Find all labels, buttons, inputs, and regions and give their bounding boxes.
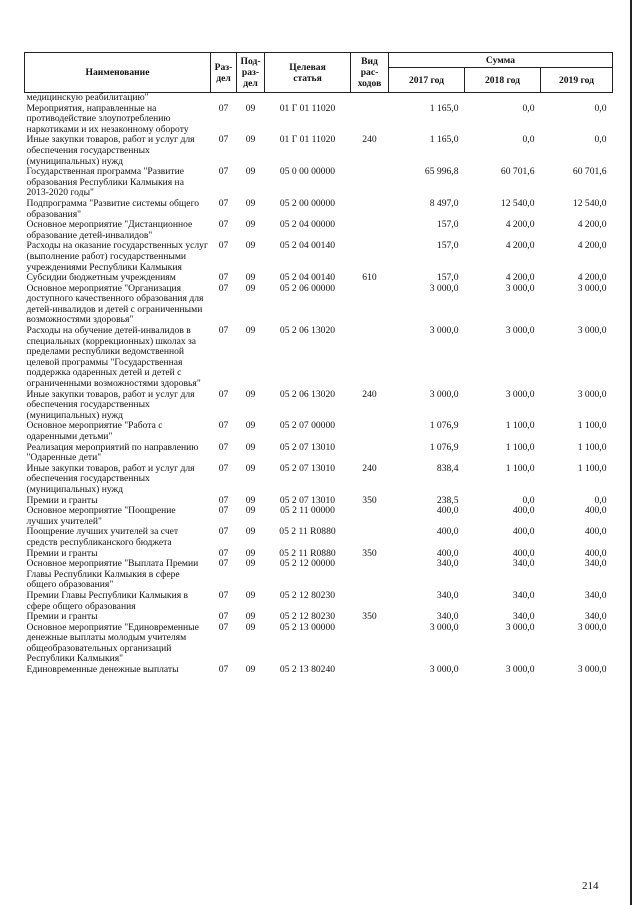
cell-r: 07 bbox=[218, 494, 229, 506]
header-2019: 2019 год bbox=[541, 68, 613, 93]
cell-cs: 05 2 12 80230 bbox=[279, 611, 336, 623]
cell-name: Расходы на оказание государственных услуг (выполнение работ) государственными учреждениями Республики Калмыкия bbox=[26, 240, 208, 273]
cell-a: 3 000,0 bbox=[429, 282, 459, 294]
cell-name: Иные закупки товаров, работ и услуг для обеспечения государственных (муниципальных) нужд bbox=[26, 388, 195, 421]
cell-c: 60 701,6 bbox=[572, 166, 607, 178]
cell-c: 400,0 bbox=[584, 526, 607, 538]
cell-c: 400,0 bbox=[584, 547, 607, 559]
cell-a: 340,0 bbox=[436, 589, 459, 601]
cell-name: Премии и гранты bbox=[26, 494, 98, 506]
cell-name: Расходы на обучение детей-инвалидов в специальных (коррекционных) школах за пределами республики ведомственной целевой программы "Государственная поддержка одаренных детей и детей с ограниченными возможностями здоровья" bbox=[26, 325, 201, 390]
cell-a: 838,4 bbox=[436, 462, 459, 474]
table-row bbox=[25, 167, 613, 199]
cell-r: 07 bbox=[218, 664, 229, 676]
cell-name: Основное мероприятие "Выплата Премии Главы Республики Калмыкия в сфере общего образования" bbox=[26, 558, 199, 591]
table-row bbox=[25, 104, 613, 136]
cell-cs: 05 2 07 13010 bbox=[279, 441, 336, 453]
cell-vr bbox=[351, 559, 389, 591]
page-number: 214 bbox=[582, 880, 599, 892]
cell-p: 09 bbox=[245, 664, 256, 676]
table-row bbox=[25, 241, 613, 273]
cell-vr: 240 bbox=[362, 388, 377, 400]
cell-r: 07 bbox=[218, 272, 229, 284]
cell-p: 09 bbox=[245, 282, 256, 294]
cell-c: 1 100,0 bbox=[577, 441, 607, 453]
cell-vr: 350 bbox=[362, 494, 377, 506]
cell-a: 65 996,8 bbox=[424, 166, 459, 178]
cell-a bbox=[389, 93, 465, 104]
cell-r: 07 bbox=[218, 102, 229, 114]
cell-p: 09 bbox=[245, 420, 256, 432]
cell-a: 8 497,0 bbox=[429, 197, 459, 209]
cell-c: 340,0 bbox=[584, 611, 607, 623]
cell-b: 400,0 bbox=[512, 505, 535, 517]
table-row bbox=[25, 559, 613, 591]
cell-p: 09 bbox=[245, 441, 256, 453]
cell-cs: 05 2 00 00000 bbox=[279, 197, 336, 209]
cell-vr: 240 bbox=[362, 462, 377, 474]
header-razdel: Раз- дел bbox=[211, 53, 237, 93]
cell-r: 07 bbox=[218, 547, 229, 559]
cell-cs: 05 2 07 13010 bbox=[279, 462, 336, 474]
cell-cs: 05 2 12 00000 bbox=[279, 558, 336, 570]
cell-vr bbox=[351, 284, 389, 326]
table-row bbox=[25, 199, 613, 220]
cell-vr bbox=[351, 665, 389, 676]
header-podrazdel: Под- раз- дел bbox=[237, 53, 265, 93]
table-row bbox=[25, 591, 613, 612]
header-vid: Вид рас- ходов bbox=[351, 53, 389, 93]
table-row bbox=[25, 464, 613, 496]
cell-b: 400,0 bbox=[512, 547, 535, 559]
cell-cs: 05 2 11 R0880 bbox=[279, 547, 336, 559]
cell-r bbox=[211, 93, 237, 104]
cell-name: Мероприятия, направленные на противодействие злоупотреблению наркотиками и их незаконному обороту bbox=[26, 102, 189, 135]
cell-vr bbox=[351, 623, 389, 665]
cell-name: Субсидии бюджетным учреждениям bbox=[26, 272, 176, 284]
table-row bbox=[25, 506, 613, 527]
cell-c: 1 100,0 bbox=[577, 462, 607, 474]
cell-vr bbox=[351, 241, 389, 273]
cell-b: 1 100,0 bbox=[505, 462, 535, 474]
cell-a: 340,0 bbox=[436, 611, 459, 623]
budget-table bbox=[24, 52, 613, 676]
cell-p: 09 bbox=[245, 611, 256, 623]
cell-c: 3 000,0 bbox=[577, 621, 607, 633]
cell-r: 07 bbox=[218, 462, 229, 474]
cell-r: 07 bbox=[218, 441, 229, 453]
cell-cs: 05 2 11 R0880 bbox=[279, 526, 336, 538]
cell-p: 09 bbox=[245, 589, 256, 601]
cell-p: 09 bbox=[245, 219, 256, 231]
cell-p: 09 bbox=[245, 272, 256, 284]
cell-p: 09 bbox=[245, 558, 256, 570]
cell-b: 340,0 bbox=[512, 611, 535, 623]
cell-c: 1 100,0 bbox=[577, 420, 607, 432]
cell-b: 12 540,0 bbox=[500, 197, 535, 209]
table-row bbox=[25, 390, 613, 422]
cell-cs: 01 Г 01 11020 bbox=[279, 102, 336, 114]
right-border-line bbox=[630, 0, 632, 905]
cell-b: 0,0 bbox=[522, 134, 535, 146]
cell-r: 07 bbox=[218, 589, 229, 601]
cell-b: 3 000,0 bbox=[505, 325, 535, 337]
cell-cs: 05 2 13 80240 bbox=[279, 664, 336, 676]
cell-cs: 05 2 07 13010 bbox=[279, 494, 336, 506]
cell-b: 3 000,0 bbox=[505, 388, 535, 400]
cell-c: 4 200,0 bbox=[577, 272, 607, 284]
table-row bbox=[25, 527, 613, 548]
cell-cs: 05 2 11 00000 bbox=[280, 505, 335, 517]
table-row bbox=[25, 135, 613, 167]
cell-b: 4 200,0 bbox=[505, 219, 535, 231]
header-target: Целевая статья bbox=[265, 53, 351, 93]
cell-vr bbox=[351, 199, 389, 220]
cell-r: 07 bbox=[218, 325, 229, 337]
cell-c: 3 000,0 bbox=[577, 325, 607, 337]
cell-b: 4 200,0 bbox=[505, 272, 535, 284]
cell-a: 1 076,9 bbox=[429, 420, 459, 432]
cell-vr: 350 bbox=[362, 611, 377, 623]
cell-p: 09 bbox=[245, 505, 256, 517]
cell-a: 340,0 bbox=[436, 558, 459, 570]
cell-b: 400,0 bbox=[512, 526, 535, 538]
cell-name: Основное мероприятие "Единовременные денежные выплаты молодым учителям общеобразовательных организаций Республики Калмыкия" bbox=[26, 621, 199, 665]
cell-a: 3 000,0 bbox=[429, 388, 459, 400]
cell-a: 238,5 bbox=[436, 494, 459, 506]
cell-b: 60 701,6 bbox=[500, 166, 535, 178]
cell-a: 1 076,9 bbox=[429, 441, 459, 453]
cell-p: 09 bbox=[245, 102, 256, 114]
cell-name: Основное мероприятие "Поощрение лучших учителей" bbox=[26, 505, 176, 527]
cell-vr bbox=[351, 591, 389, 612]
cell-cs: 01 Г 01 11020 bbox=[279, 134, 336, 146]
cell-cs: 05 2 04 00000 bbox=[279, 219, 336, 231]
cell-a: 400,0 bbox=[436, 526, 459, 538]
header-2018: 2018 год bbox=[465, 68, 541, 93]
cell-name: Реализация мероприятий по направлению "Одаренные дети" bbox=[26, 441, 199, 464]
cell-b: 340,0 bbox=[512, 558, 535, 570]
cell-name: медицинскую реабилитацию" bbox=[26, 92, 149, 103]
cell-vr: 240 bbox=[362, 134, 377, 146]
cell-c: 4 200,0 bbox=[577, 240, 607, 252]
cell-r: 07 bbox=[218, 621, 229, 633]
cell-a: 1 165,0 bbox=[429, 102, 459, 114]
cell-cs: 05 2 07 00000 bbox=[279, 420, 336, 432]
cell-name: Основное мероприятие "Работа с одаренными детьми" bbox=[26, 420, 163, 442]
cell-p: 09 bbox=[245, 240, 256, 252]
cell-cs: 05 2 06 00000 bbox=[279, 282, 336, 294]
cell-name: Поощрение лучших учителей за счет средств республиканского бюджета bbox=[26, 526, 179, 548]
cell-p bbox=[237, 93, 265, 104]
cell-name: Иные закупки товаров, работ и услуг для обеспечения государственных (муниципальных) нужд bbox=[26, 462, 195, 495]
cell-c: 340,0 bbox=[584, 589, 607, 601]
table-row bbox=[25, 326, 613, 390]
cell-p: 09 bbox=[245, 621, 256, 633]
cell-b: 4 200,0 bbox=[505, 240, 535, 252]
cell-p: 09 bbox=[245, 325, 256, 337]
cell-r: 07 bbox=[218, 240, 229, 252]
cell-c: 0,0 bbox=[594, 134, 607, 146]
cell-name: Основное мероприятие "Дистанционное образование детей-инвалидов" bbox=[26, 219, 193, 241]
cell-r: 07 bbox=[218, 558, 229, 570]
header-2017: 2017 год bbox=[389, 68, 465, 93]
cell-c: 0,0 bbox=[594, 102, 607, 114]
cell-a: 3 000,0 bbox=[429, 664, 459, 676]
table-row bbox=[25, 665, 613, 676]
header-sum: Сумма bbox=[389, 53, 613, 68]
table-body bbox=[25, 93, 613, 676]
cell-c: 3 000,0 bbox=[577, 388, 607, 400]
cell-a: 157,0 bbox=[436, 272, 459, 284]
cell-c: 3 000,0 bbox=[577, 282, 607, 294]
cell-a: 400,0 bbox=[436, 547, 459, 559]
cell-b: 3 000,0 bbox=[505, 621, 535, 633]
table-row bbox=[25, 443, 613, 464]
cell-cs: 05 2 06 13020 bbox=[279, 325, 336, 337]
cell-a: 3 000,0 bbox=[429, 621, 459, 633]
cell-p: 09 bbox=[245, 462, 256, 474]
cell-b: 340,0 bbox=[512, 589, 535, 601]
cell-r: 07 bbox=[218, 134, 229, 146]
cell-r: 07 bbox=[218, 420, 229, 432]
cell-vr bbox=[351, 506, 389, 527]
table-row bbox=[25, 93, 613, 104]
cell-r: 07 bbox=[218, 197, 229, 209]
cell-c: 0,0 bbox=[594, 494, 607, 506]
cell-vr: 610 bbox=[362, 272, 377, 284]
cell-p: 09 bbox=[245, 526, 256, 538]
cell-c: 3 000,0 bbox=[577, 664, 607, 676]
cell-cs: 05 2 06 13020 bbox=[279, 388, 336, 400]
cell-c: 12 540,0 bbox=[572, 197, 607, 209]
cell-a: 1 165,0 bbox=[429, 134, 459, 146]
cell-r: 07 bbox=[218, 166, 229, 178]
cell-p: 09 bbox=[245, 494, 256, 506]
cell-p: 09 bbox=[245, 166, 256, 178]
cell-p: 09 bbox=[245, 197, 256, 209]
table-row bbox=[25, 623, 613, 665]
cell-vr: 350 bbox=[362, 547, 377, 559]
table-row bbox=[25, 220, 613, 241]
table-row bbox=[25, 284, 613, 326]
cell-c: 340,0 bbox=[584, 558, 607, 570]
cell-r: 07 bbox=[218, 219, 229, 231]
cell-b: 3 000,0 bbox=[505, 664, 535, 676]
cell-b: 0,0 bbox=[522, 102, 535, 114]
cell-cs: 05 2 04 00140 bbox=[279, 272, 336, 284]
cell-vr bbox=[351, 220, 389, 241]
cell-c: 4 200,0 bbox=[577, 219, 607, 231]
cell-p: 09 bbox=[245, 134, 256, 146]
cell-cs bbox=[265, 93, 351, 104]
cell-r: 07 bbox=[218, 388, 229, 400]
cell-name: Единовременные денежные выплаты bbox=[26, 664, 179, 676]
cell-name: Иные закупки товаров, работ и услуг для обеспечения государственных (муниципальных) нужд bbox=[26, 134, 195, 167]
cell-p: 09 bbox=[245, 388, 256, 400]
cell-b: 0,0 bbox=[522, 494, 535, 506]
cell-r: 07 bbox=[218, 505, 229, 517]
cell-p: 09 bbox=[245, 547, 256, 559]
table-row bbox=[25, 421, 613, 442]
cell-vr bbox=[351, 443, 389, 464]
cell-vr bbox=[351, 104, 389, 136]
cell-b: 1 100,0 bbox=[505, 441, 535, 453]
cell-cs: 05 2 13 00000 bbox=[279, 621, 336, 633]
cell-b bbox=[465, 93, 541, 104]
cell-c bbox=[541, 93, 613, 104]
cell-name: Подпрограмма "Развитие системы общего образования" bbox=[26, 197, 200, 220]
cell-cs: 05 2 12 80230 bbox=[279, 589, 336, 601]
cell-name: Основное мероприятие "Организация доступного качественного образования для детей-инвалидов и детей с ограниченными возможностями здоровья" bbox=[26, 282, 204, 326]
cell-a: 157,0 bbox=[436, 240, 459, 252]
cell-name: Государственная программа "Развитие образования Республики Калмыкия на 2013-2020 годы" bbox=[26, 166, 185, 199]
cell-vr bbox=[351, 527, 389, 548]
header-name: Наименование bbox=[25, 53, 211, 93]
cell-r: 07 bbox=[218, 611, 229, 623]
cell-name: Премии Главы Республики Калмыкия в сфере общего образования bbox=[26, 589, 189, 612]
cell-name: Премии и гранты bbox=[26, 611, 98, 623]
cell-name: Премии и гранты bbox=[26, 547, 98, 559]
cell-vr bbox=[351, 326, 389, 390]
budget-table-sheet bbox=[24, 52, 612, 676]
cell-a: 3 000,0 bbox=[429, 325, 459, 337]
cell-cs: 05 0 00 00000 bbox=[279, 166, 336, 178]
cell-c: 400,0 bbox=[584, 505, 607, 517]
cell-cs: 05 2 04 00140 bbox=[279, 240, 336, 252]
cell-b: 3 000,0 bbox=[505, 282, 535, 294]
cell-b: 1 100,0 bbox=[505, 420, 535, 432]
cell-vr bbox=[351, 93, 389, 104]
cell-a: 400,0 bbox=[436, 505, 459, 517]
cell-r: 07 bbox=[218, 282, 229, 294]
cell-r: 07 bbox=[218, 526, 229, 538]
cell-a: 157,0 bbox=[436, 219, 459, 231]
cell-vr bbox=[351, 421, 389, 442]
cell-vr bbox=[351, 167, 389, 199]
